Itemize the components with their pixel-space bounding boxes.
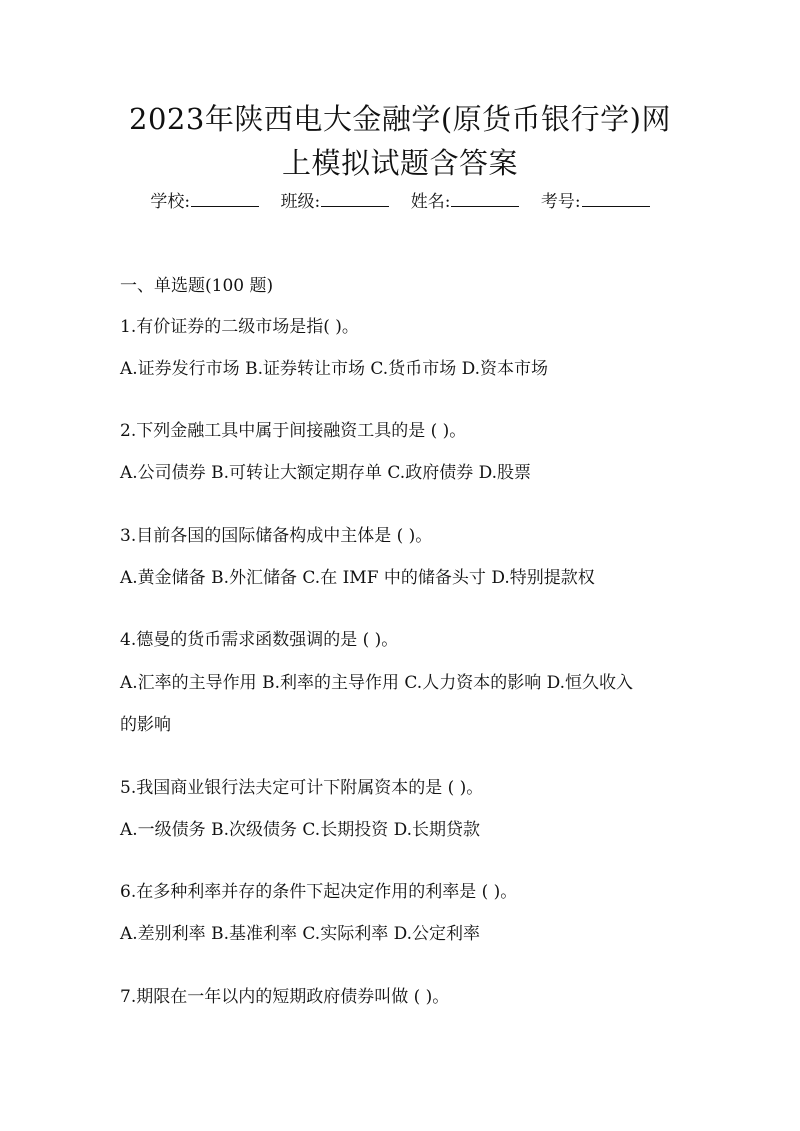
question-6-options: A.差别利率 B.基准利率 C.实际利率 D.公定利率	[120, 924, 481, 944]
document-title-line-1: 2023年陕西电大金融学(原货币银行学)网	[129, 102, 671, 136]
question-5-options: A.一级债务 B.次级债务 C.长期投资 D.长期贷款	[120, 820, 481, 840]
question-1: 1.有价证券的二级市场是指( )。	[120, 317, 359, 337]
question-4-options: A.汇率的主导作用 B.利率的主导作用 C.人力资本的影响 D.恒久收入	[120, 673, 634, 693]
question-2: 2.下列金融工具中属于间接融资工具的是 ( )。	[120, 421, 467, 441]
question-5: 5.我国商业银行法夫定可计下附属资本的是 ( )。	[120, 778, 484, 798]
name-field	[411, 190, 520, 214]
school-label: 学校:	[150, 192, 191, 212]
question-1-options: A.证券发行市场 B.证券转让市场 C.货币市场 D.资本市场	[120, 359, 549, 379]
class-blank	[321, 190, 389, 207]
question-4: 4.德曼的货币需求函数强调的是 ( )。	[120, 630, 399, 650]
question-3: 3.目前各国的国际储备构成中主体是 ( )。	[120, 526, 433, 546]
student-info-row	[0, 190, 800, 214]
document-title-line-2: 上模拟试题含答案	[281, 146, 518, 180]
question-2-options: A.公司债券 B.可转让大额定期存单 C.政府债券 D.股票	[120, 463, 532, 483]
name-label: 姓名:	[410, 192, 451, 212]
section-heading: 一、单选题(100 题)	[120, 276, 274, 296]
exam-number-field	[541, 190, 650, 214]
question-4-options-continued: 的影响	[120, 715, 171, 735]
exam-number-blank	[582, 190, 650, 207]
school-blank	[191, 190, 259, 207]
exam-number-label: 考号:	[540, 192, 581, 212]
question-7: 7.期限在一年以内的短期政府债券叫做 ( )。	[120, 987, 450, 1007]
name-blank	[451, 190, 519, 207]
class-label: 班级:	[280, 192, 321, 212]
class-field	[281, 190, 390, 214]
question-6: 6.在多种利率并存的条件下起决定作用的利率是 ( )。	[120, 882, 518, 902]
question-3-options: A.黄金储备 B.外汇储备 C.在 IMF 中的储备头寸 D.特别提款权	[120, 568, 595, 588]
school-field	[150, 190, 259, 214]
